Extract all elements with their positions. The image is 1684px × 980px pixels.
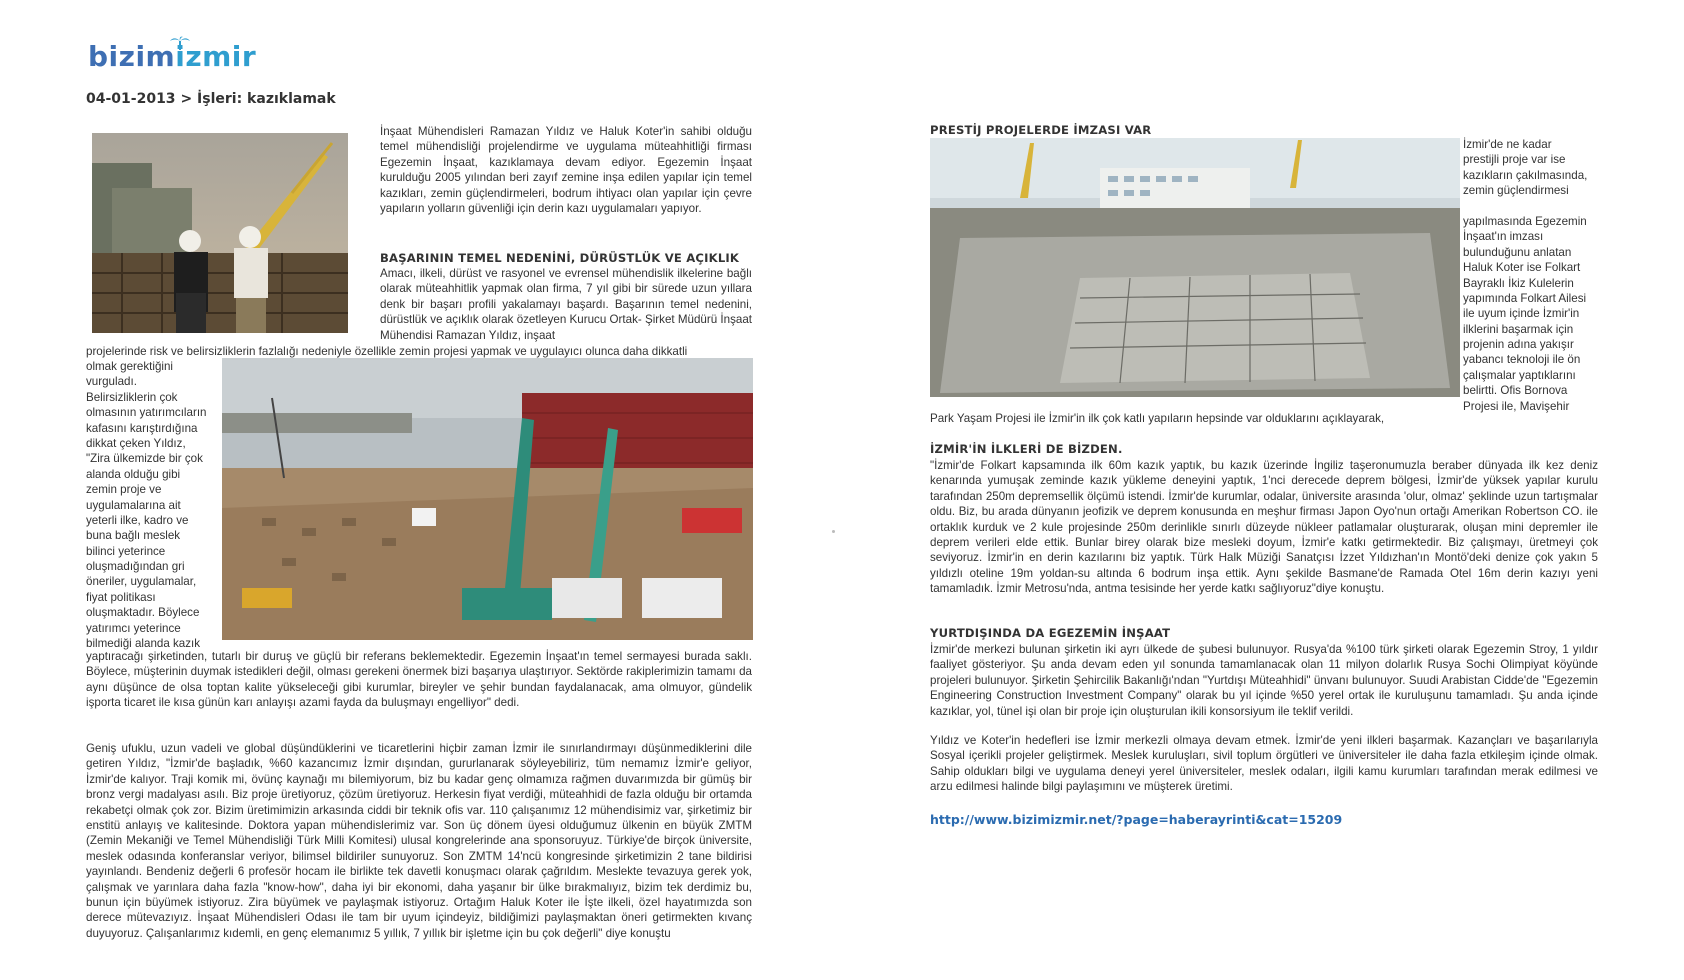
source-link[interactable]: http://www.bizimizmir.net/?page=haberayrinti&cat=15209 <box>930 812 1343 827</box>
left-paragraph-2-full: projelerinde risk ve belirsizliklerin fazlalığı nedeniyle özellikle zemin projesi yapmak ve uygulayıcı olunca daha dikkatli <box>86 345 688 358</box>
article-title: İşleri: kazıklamak <box>197 91 336 107</box>
left-paragraph-3: yaptıracağı şirketinden, tutarlı bir duruş ve güçlü bir referans beklemektedir. Egezemin İnşaat'ın temel sermayesi burada saklı. Böylece, müşterinin duymak istedikleri değil, olması gerekeni önermek bizi başarıya ulaştırıyor. Sektörde rakiplerimizin tamamı da aynı düşünce de olsa toptan kalite yükseleceği gibi kurumlar, bireyler ve şehir bundan faydalanacak, ama olmuyor, gündelik işporta ticaret ile kısa günün karı anlayışı azami fayda da buluşmayı engelliyor" dedi. <box>86 650 752 710</box>
brand-part-2: izmir <box>175 40 257 73</box>
brand-part-1: bizim <box>88 40 176 73</box>
left-side-column <box>86 359 220 651</box>
right-side-line: ilklerini başarmak için <box>1463 322 1574 336</box>
photo-excavation-pit <box>930 138 1460 397</box>
right-heading-1: PRESTİJ PROJELERDE İMZASI VAR <box>930 123 1152 137</box>
left-intro: İnşaat Mühendisleri Ramazan Yıldız ve Haluk Koter'in sahibi olduğu temel mühendisliği projelendirme ve uygulama müteahhitliği firması Egezemin İnşaat, kazıklamaya devam ediyor. Egezemin İnşaat kurulduğu 2005 yılından beri zayıf zemine inşa edilen yapılar için temel kazıkları, zemin güçlendirmeleri, bodrum ihtiyacı olan yapılar için çevre yapıların yolların güvenliği için derin kazı uygulamaları yapıyor. <box>380 125 752 216</box>
right-side-line: ile uyum içinde İzmir'in <box>1463 307 1580 321</box>
right-side-line: İnşaat'ın imzası <box>1463 230 1544 244</box>
right-side-line: projenin adına yakışır <box>1463 338 1574 352</box>
left-side-line: olmak gerektiğini <box>86 360 173 373</box>
page-separator <box>832 530 835 533</box>
right-paragraph-3: İzmir'de merkezi bulunan şirketin iki ayrı ülkede de şubesi bulunuyor. Rusya'da %100 türk şirketi olarak Egezemin Stroy, 1 yıldır faaliyet gösteriyor. Şu anda devam eden yıl sonunda tamamlanacak olan 11 milyon dolarlık Rusya Sochi Olimpiyat köyünde projeleri bulunuyor. Şirketin Şehircilik Bakanlığı'ndan "Yurtdışı Müteahhidi" ünvanı bulunuyor. Suudi Arabistan Cidde'de "Egezemin Engineering Construction Investment Company" olarak bu yıl içinde %50 yerel ortak ile kuruluşunu tamamladı. Şu anda içinde kazıklar, yol, tünel işi olan bir proje için oluşturulan ikili konsorsiyum ile teklif verildi. <box>930 643 1598 718</box>
right-side-line: Bayraklı İkiz Kulelerin <box>1463 276 1574 290</box>
left-side-line: öneriler, uygulamalar, <box>86 575 197 589</box>
right-side-line: yapılmasında Egezemin <box>1463 214 1587 228</box>
left-side-line: oluşmaktadır. Böylece <box>86 606 200 620</box>
left-side-line: kafasını karıştırdığına <box>86 421 198 435</box>
right-side-line: bulunduğunu anlatan <box>1463 245 1572 259</box>
right-side-line: yapımında Folkart Ailesi <box>1463 291 1587 305</box>
left-side-line: vurguladı. <box>86 375 137 389</box>
left-side-line: buna bağlı meslek <box>86 529 181 543</box>
right-side-line: zemin güçlendirmesi <box>1463 184 1569 198</box>
right-side-line: kazıkların çakılmasında, <box>1463 168 1588 182</box>
photo-two-engineers <box>92 133 348 333</box>
left-paragraph-2: Amacı, ilkeli, dürüst ve rasyonel ve evrensel mühendislik ilkelerine bağlı olarak müteahhitlik yapmak olan firma, 7 yıl gibi bir sürede uzun yıllara denk bir başarı profili yakalamayı başardı. Başarının temel nedenini, dürüstlük ve açıklık olarak özetleyen Kurucu Ortak- Şirket Müdürü İnşaat Mühendisi Ramazan Yıldız, inşaat <box>380 267 752 342</box>
left-side-line: dikkat çeken Yıldız, <box>86 436 186 450</box>
right-paragraph-2: "İzmir'de Folkart kapsamında ilk 60m kazık yaptık, bu kazık üzerinde İngiliz taşeronumuzla beraber dünyada ilk kez deniz kenarında yumuşak zeminde kazık yükleme deneyini yaptık, 1'nci derecede deprem bölgesi, İzmir'de yüksek yapılar kurulu tarafından 250m depremsellik ölçümü istendi. İzmir'de kurumlar, odalar, üniversite arasında 'olur, olmaz' şeklinde uzun tartışmalar oldu. Biz, bu arada dünyanın jeofizik ve deprem konusunda en meşhur firması Japon Oyo'nun ortağı Amerikan Robertson CO. ile ortaklık kurduk ve 2 kule projesinde 250m derinlikle sınırlı düzeyde nükleer patlamalar oluşturarak, oluşan mini depremler ile deprem verileri elde ettik. Bunlar birey olarak bize mesleki doyum, İzmir'e katkı getirmektedir. Biz çalışmayı, üretmeyi çok seviyoruz. İzmir'in en derin kazılarını biz yaptık. Türk Halk Müziği Sanatçısı İzzet Yıldızhan'ın Montö'deki denize çok yakın 5 yıldızlı oteline 19m yoldan-su altında 6 bodrum inşa ettik. Aynı şekilde Basmane'de Ramada Otel 16m derin kazıyı yeni tamamladık. İzmir Metrosu'nda, antma tesisinde her yerde katkı sağlıyoruz"diye konuştu. <box>930 459 1598 596</box>
left-side-line: fiyat politikası <box>86 590 156 604</box>
left-side-line: yeterli ilke, kadro ve <box>86 513 189 527</box>
left-heading: BAŞARININ TEMEL NEDENİNİ, DÜRÜSTLÜK VE AÇIKLIK <box>380 251 740 265</box>
right-side-line: çalışmalar yaptıklarını <box>1463 368 1576 382</box>
left-side-line: bilmediği alanda kazık <box>86 637 201 651</box>
left-side-line: zemin proje ve <box>86 483 162 497</box>
right-paragraph-1-full: Park Yaşam Projesi ile İzmir'in ilk çok katlı yapıların hepsinde var olduklarını açıklayarak, <box>930 412 1385 425</box>
left-paragraph-4: Geniş ufuklu, uzun vadeli ve global düşündüklerini ve ticaretlerini hiçbir zaman İzmir ile sınırlandırmayı düşünmediklerini dile getiren Yıldız, "İzmir'de başladık, %60 kazancımız İzmir dışından, gururlanarak söyleyebiliriz, tüm nemamız İzmir'e geliyor, İzmir'de kalıyor. Traji komik mi, övünç kaynağı mı bilemiyorum, biz bu kadar genç olmamıza rağmen duvarımızda bir gümüş bir bronz vergi madalyası asılı. Biz proje üretiyoruz, çözüm üretiyoruz. Herkesin fiyat verdiği, müteahhidi de fazla olduğu bir ortamda rekabetçi olmak çok zor. Bizim üretimimizin arkasında ciddi bir teknik ofis var. 110 çalışanımız 12 mühendisimiz var, şirketimiz bir enstitü anlayış ve kalitesinde. Doktora yapan mühendislerimiz var. Son üç dönem üyesi olduğumuz ülkenin en büyük ZMTM (Zemin Mekaniği ve Temel Mühendisliği Türk Milli Komitesi) ulusal kongrelerinde ana sponsoruyuz. Türkiye'de birçok üniversite, meslek odasında konferanslar veriyor, bilimsel bildiriler sunuyoruz. Son ZMTM 14'ncü kongresinde şirketimizin 2 tane bildirisi yayınlandı. Bendeniz değerli 6 profesör hocam ile birlikte tek davetli konuşmacı olarak çağrıldım. Meslekte tevazuya gerek yok, çalışmak ve yarınlara daha fazla "know-how", daha iyi bir ekonomi, daha yaşanır bir ülke bırakmalıyız, bizim tek derdimiz bu, bunun için büyümek istiyoruz. Zira büyümek ve paylaşmak istiyoruz. Ortağım Haluk Koter ile İşte ilkeli, özel hayatımızda son derece mütevazıyız. İnşaat Mühendisleri Odası ile tam bir uyum içindeyiz, bildiğimizi paylaşmaktan öneri getirmekten kıvanç duyuyoruz. Çalışanlarımız kıdemli, en genç elemanımız 5 yıllık, 7 yıllık bir işletme için bu çok değerli" diye konuştu <box>86 742 752 940</box>
left-side-line: olmasının yatırımcıların <box>86 406 207 420</box>
right-side-line: Projesi ile, Mavişehir <box>1463 399 1570 413</box>
left-side-line: Belirsizliklerin çok <box>86 390 178 404</box>
right-side-column <box>1463 137 1599 414</box>
palm-tree-icon <box>169 36 191 50</box>
right-heading-2: İZMİR'İN İLKLERİ DE BİZDEN. <box>930 442 1123 456</box>
right-paragraph-4: Yıldız ve Koter'in hedefleri ise İzmir merkezli olmaya devam etmek. İzmir'de yeni ilkleri başarmak. Kazançları ve başarılarıyla Sosyal içerikli projeler geliştirmek. Meslek kuruluşları, sivil toplum örgütleri ve üniversiteler ile daha fazla etkileşim içinde olmak. Sahip oldukları bilgi ve uygulama deneyi yerel üniversiteler, meslek odaları, ilgili kamu kurumları tarafından merak edilmesi ve arzu edilmesi halinde bilgi paylaşımını ve müşterek üretimi. <box>930 734 1598 794</box>
right-side-line: belirtti. Ofis Bornova <box>1463 384 1568 398</box>
left-side-line: oluşmadığından gri <box>86 560 185 574</box>
right-heading-3: YURTDIŞINDA DA EGEZEMİN İNŞAAT <box>930 626 1171 640</box>
right-side-line: prestijli proje var ise <box>1463 153 1566 167</box>
left-side-line: bilinci yeterince <box>86 544 166 558</box>
left-side-line: uygulamalarına ait <box>86 498 181 512</box>
left-side-line: yatırımcı yeterince <box>86 621 181 635</box>
right-side-line: İzmir'de ne kadar <box>1463 138 1552 151</box>
right-side-line <box>1463 199 1599 214</box>
right-side-line: Haluk Koter ise Folkart <box>1463 261 1581 275</box>
right-side-line: yabancı teknoloji ile ön <box>1463 353 1581 367</box>
photo-construction-site <box>222 358 753 640</box>
breadcrumb-separator: > <box>180 91 193 107</box>
left-side-line: "Zira ülkemizde bir çok <box>86 452 203 466</box>
dateline <box>86 91 336 107</box>
left-side-line: alanda olduğu gibi <box>86 467 181 481</box>
article-date: 04-01-2013 <box>86 91 176 107</box>
